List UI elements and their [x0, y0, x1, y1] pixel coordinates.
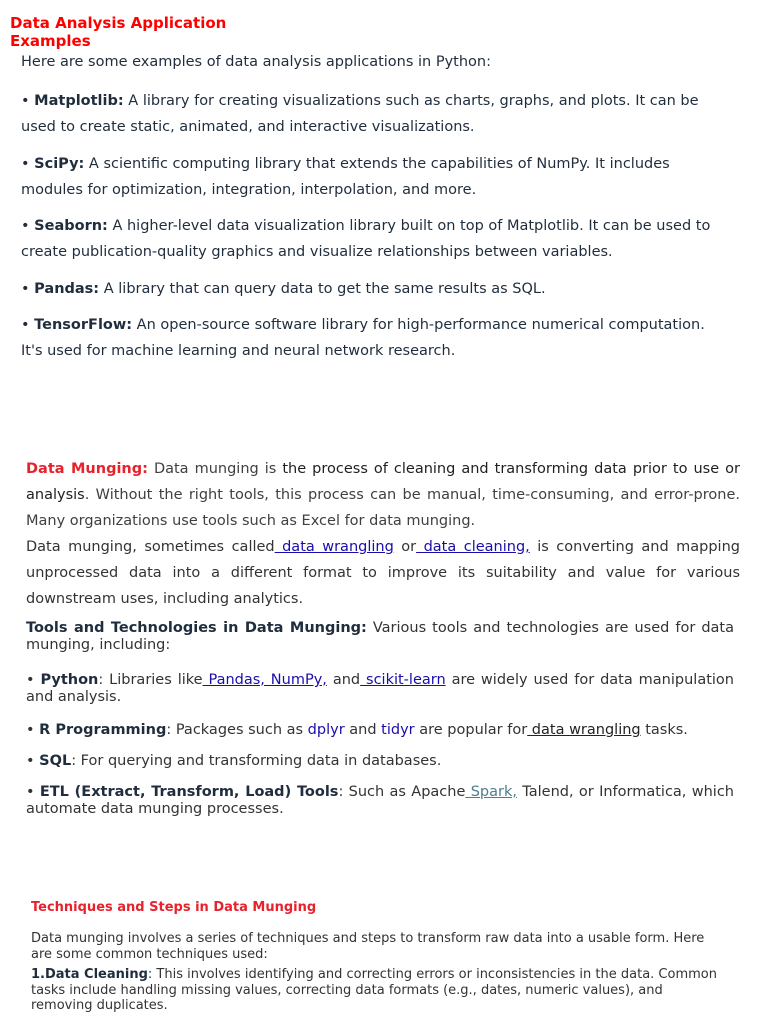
data-wrangling-link[interactable]: data wrangling: [274, 539, 394, 555]
data-wrangling-link[interactable]: data wrangling: [527, 722, 641, 738]
techniques-intro: Data munging involves a series of techniques and steps to transform raw data into a usable form. Here are some common techniques used:: [31, 931, 705, 962]
python-examples-section: [21, 52, 721, 359]
list-item: • TensorFlow: An open-source software library for high-performance numerical computation. It's used for machine learning and neural network research.: [21, 317, 705, 359]
list-item: 1.Data Cleaning: This involves identifying and correcting errors or inconsistencies in the data. Common tasks include handling missing values, correcting data formats (e.g., dates, numeric values), and removing duplicates.: [31, 967, 717, 1013]
list-item: • Python: Libraries like Pandas, NumPy, and scikit-learn are widely used for data manipulation and analysis.: [26, 672, 734, 705]
scikit-learn-link[interactable]: scikit-learn: [360, 672, 446, 688]
list-item: • R Programming: Packages such as dplyr and tidyr are popular for data wrangling tasks.: [26, 722, 688, 738]
tools-paragraph: Tools and Technologies in Data Munging: Various tools and technologies are used for data munging, including:: [26, 620, 734, 653]
tidyr-text: tidyr: [381, 722, 415, 738]
techniques-heading: Techniques and Steps in Data Munging: [31, 900, 317, 915]
munging-definition: Data Munging: Data munging is the process of cleaning and transforming data prior to use or analysis. Without the right tools, this process can be manual, time-consuming, and error-prone. Many organizations use tools such as Excel for data munging.: [26, 461, 740, 529]
dplyr-text: dplyr: [307, 722, 345, 738]
list-item: • ETL (Extract, Transform, Load) Tools: Such as Apache Spark, Talend, or Informatica, which automate data munging processes.: [26, 784, 734, 817]
data-cleaning-link[interactable]: data cleaning,: [416, 539, 530, 555]
spark-link[interactable]: Spark,: [465, 784, 517, 800]
list-item: • Seaborn: A higher-level data visualization library built on top of Matplotlib. It can be used to create publication-quality graphics and visualize relationships between variables.: [21, 218, 711, 260]
list-item: • SciPy: A scientific computing library that extends the capabilities of NumPy. It includes modules for optimization, integration, interpolation, and more.: [21, 156, 670, 198]
pandas-numpy-link[interactable]: Pandas, NumPy,: [202, 672, 327, 688]
munging-description: Data munging, sometimes called data wrangling or data cleaning, is converting and mapping unprocessed data into a different format to improve its suitability and value for various downstream uses, including analytics.: [26, 539, 740, 607]
list-item: • SQL: For querying and transforming data in databases.: [26, 753, 442, 769]
intro-text: Here are some examples of data analysis applications in Python:: [21, 54, 492, 70]
list-item: • Pandas: A library that can query data to get the same results as SQL.: [21, 281, 546, 297]
list-item: • Matplotlib: A library for creating visualizations such as charts, graphs, and plots. It can be used to create static, animated, and interactive visualizations.: [21, 93, 699, 135]
page-title: Data Analysis Application Examples: [10, 14, 227, 50]
